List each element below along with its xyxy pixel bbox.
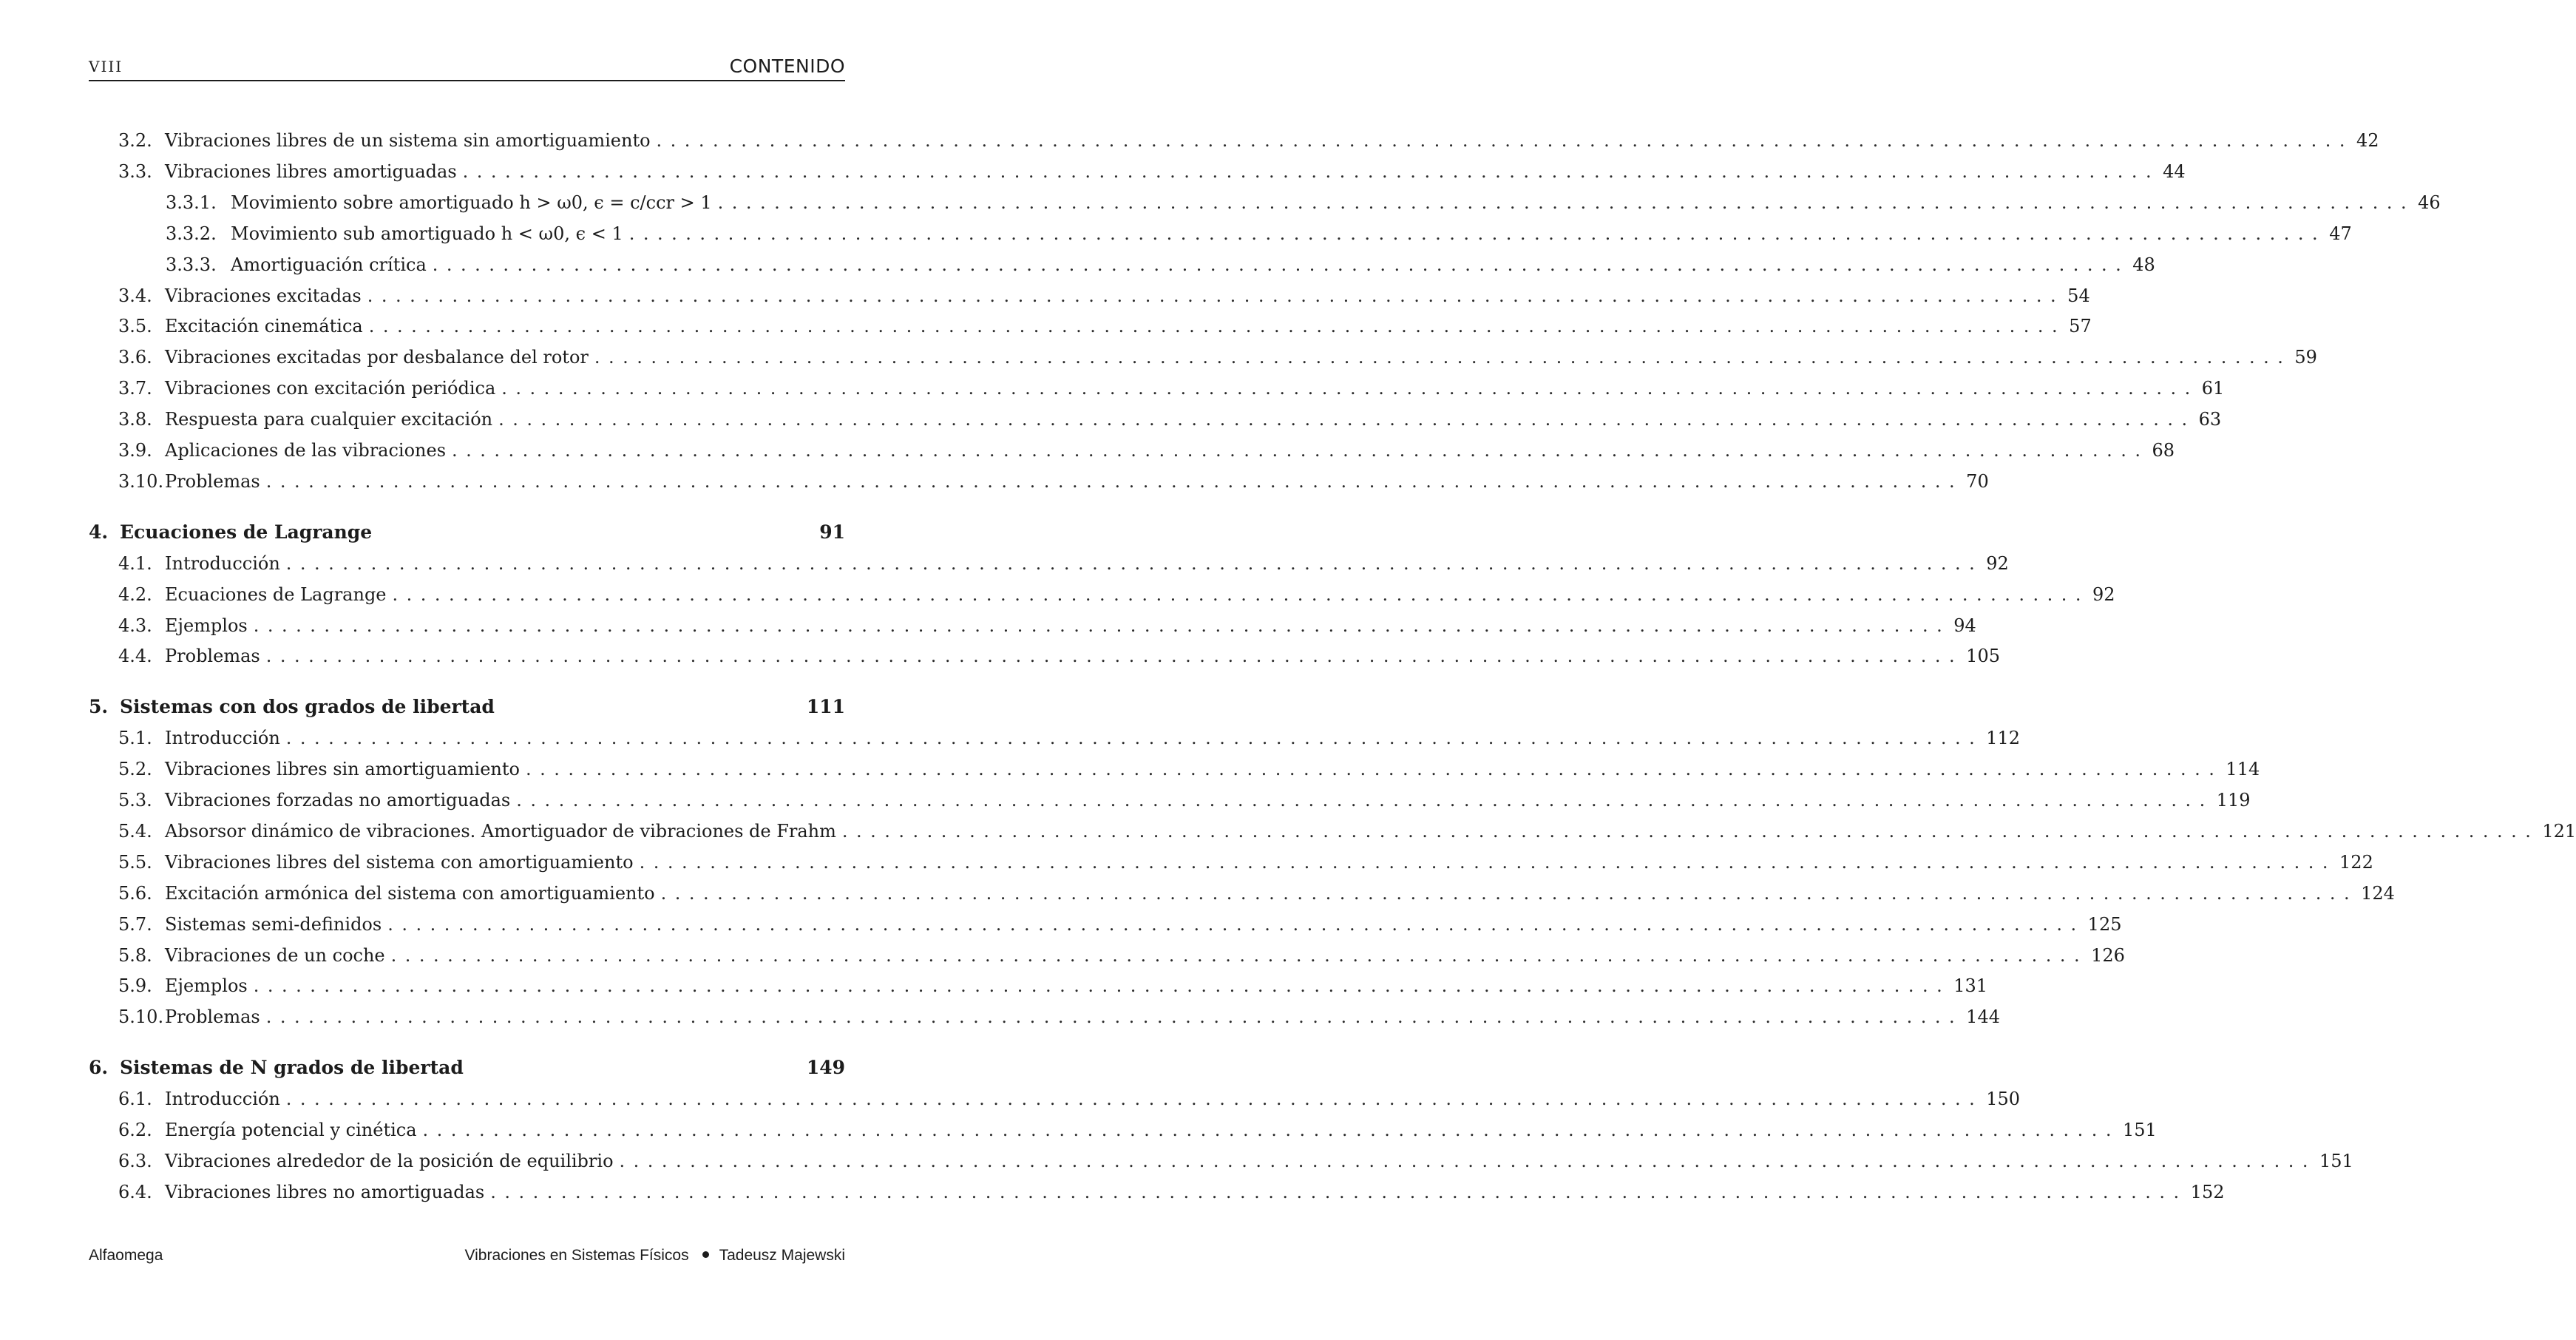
toc-entry[interactable] — [89, 215, 2352, 245]
toc-entry[interactable] — [89, 339, 2317, 368]
toc-entry-title: Excitación armónica del sistema con amortiguamiento — [165, 882, 655, 904]
toc-entry[interactable] — [89, 937, 2125, 967]
toc-page-number: 48 — [2132, 254, 2155, 275]
toc-entry-number: 6. — [89, 1057, 109, 1079]
dot-leader: ........................................................................................................................ — [253, 615, 1951, 636]
toc-entry-title: Aplicaciones de las vibraciones — [165, 440, 447, 461]
toc-entry-number: 3.3.1. — [166, 192, 217, 213]
toc-entry[interactable] — [89, 813, 2576, 842]
page-footer — [89, 1247, 845, 1269]
running-title: CONTENIDO — [729, 55, 845, 77]
toc-entry-title: Vibraciones excitadas por desbalance del rotor — [165, 347, 589, 368]
toc-entry[interactable] — [89, 308, 2092, 337]
toc-page-number: 70 — [1966, 470, 1989, 492]
dot-leader: ........................................................................................................................ — [432, 254, 2130, 275]
bullet-separator — [702, 1251, 709, 1258]
toc-entry[interactable] — [89, 545, 2009, 575]
toc-entry[interactable] — [89, 967, 1988, 997]
toc-entry-title: Ecuaciones de Lagrange — [120, 521, 373, 543]
toc-entry-number: 5.7. — [118, 913, 152, 935]
toc-entry-title: Problemas — [165, 1006, 260, 1028]
toc-entry-number: 5.3. — [118, 790, 152, 811]
toc-entry-number: 6.3. — [118, 1150, 152, 1171]
toc-page-number: 119 — [2216, 790, 2251, 811]
toc-entry-title: Vibraciones con excitación periódica — [165, 378, 496, 399]
page-number: VIII — [89, 58, 123, 75]
toc-entry[interactable] — [89, 432, 2175, 461]
toc-page-number: 126 — [2091, 944, 2125, 966]
dot-leader: ........................................................................................................................ — [392, 583, 2089, 605]
toc-page-number: 151 — [2319, 1150, 2353, 1171]
toc-entry-number: 6.1. — [118, 1089, 152, 1110]
toc-page-number: 61 — [2201, 378, 2225, 399]
toc-page-number: 114 — [2226, 759, 2260, 780]
toc-entry-number: 6.4. — [118, 1181, 152, 1202]
toc-entry-number: 5.5. — [118, 851, 152, 873]
toc-page-number: 152 — [2190, 1181, 2225, 1202]
toc-page-number: 112 — [1986, 728, 2021, 749]
toc-entry[interactable] — [89, 1111, 2157, 1141]
dot-leader: ........................................................................................................................ — [265, 1006, 1964, 1028]
toc-entry-number: 3.5. — [118, 316, 152, 337]
toc-entry-number: 4.2. — [118, 583, 152, 605]
toc-chapter[interactable] — [89, 688, 845, 718]
toc-entry-title: Sistemas con dos grados de libertad — [120, 696, 495, 718]
toc-entry-title: Vibraciones libres no amortiguadas — [165, 1181, 485, 1202]
toc-entry-number: 3.6. — [118, 347, 152, 368]
toc-entry-number: 5. — [89, 696, 109, 718]
toc-entry-number: 6.2. — [118, 1120, 152, 1140]
toc-entry-title: Introducción — [165, 1089, 280, 1110]
toc-page-number: 150 — [1986, 1089, 2021, 1110]
toc-entry[interactable] — [89, 720, 2021, 749]
dot-leader: ........................................................................................................................ — [265, 646, 1964, 667]
toc-entry-number: 5.4. — [118, 820, 152, 842]
toc-entry-title: Respuesta para cualquier excitación — [165, 409, 493, 430]
dot-leader: ........................................................................................................................ — [717, 192, 2416, 213]
toc-entry-number: 3.7. — [118, 378, 152, 399]
dot-leader: ........................................................................................................................ — [619, 1150, 2316, 1171]
toc-entry[interactable] — [89, 463, 1989, 493]
toc-entry-title: Vibraciones de un coche — [165, 944, 385, 966]
toc-entry[interactable] — [89, 1143, 2353, 1172]
toc-page-number: 59 — [2294, 347, 2317, 368]
toc-entry-title: Ecuaciones de Lagrange — [165, 583, 387, 605]
toc-page-number: 92 — [2092, 583, 2115, 605]
dot-leader: ........................................................................................................................ — [498, 409, 2196, 430]
toc-entry-number: 3.4. — [118, 285, 152, 306]
toc-entry[interactable] — [89, 1080, 2021, 1110]
toc-page-number: 92 — [1986, 552, 2009, 574]
toc-entry[interactable] — [89, 844, 2373, 873]
toc-entry-title: Vibraciones alrededor de la posición de equilibrio — [165, 1150, 614, 1171]
dot-leader: ........................................................................................................................ — [422, 1120, 2120, 1140]
publisher-name: Alfaomega — [89, 1247, 163, 1264]
dot-leader: ........................................................................................................................ — [594, 347, 2292, 368]
toc-entry-title: Vibraciones libres amortiguadas — [165, 160, 457, 182]
toc-entry-number: 4.1. — [118, 552, 152, 574]
toc-entry[interactable] — [89, 782, 2251, 811]
toc-entry-number: 5.10. — [118, 1006, 164, 1028]
dot-leader: ........................................................................................................................ — [367, 285, 2065, 306]
toc-page-number: 121 — [2542, 820, 2576, 842]
toc-entry[interactable] — [89, 153, 2186, 183]
toc-entry-title: Energía potencial y cinética — [165, 1120, 417, 1140]
toc-page-number: 111 — [806, 696, 845, 718]
toc-entry-number: 5.2. — [118, 759, 152, 780]
toc-entry[interactable] — [89, 576, 2115, 606]
toc-entry-number: 3.3. — [118, 160, 152, 182]
dot-leader: ........................................................................................................................ — [368, 316, 2067, 337]
dot-leader: ........................................................................................................................ — [253, 975, 1951, 997]
dot-leader: ........................................................................................................................ — [639, 851, 2337, 873]
toc-entry-title: Problemas — [165, 470, 260, 492]
toc-page-number: 151 — [2122, 1120, 2157, 1140]
dot-leader: ........................................................................................................................ — [628, 223, 2327, 244]
toc-entry-title: Sistemas de N grados de libertad — [120, 1057, 464, 1079]
toc-entry-number: 5.8. — [118, 944, 152, 966]
dot-leader: ........................................................................................................................ — [285, 728, 1984, 749]
author-name: Tadeusz Majewski — [719, 1247, 845, 1264]
toc-entry-title: Introducción — [165, 728, 280, 749]
toc-entry[interactable] — [89, 875, 2395, 904]
toc-chapter[interactable] — [89, 514, 845, 544]
dot-leader: ........................................................................................................................ — [501, 378, 2199, 399]
dot-leader: ........................................................................................................................ — [462, 160, 2160, 182]
toc-entry-title: Absorsor dinámico de vibraciones. Amortiguador de vibraciones de Frahm — [165, 820, 836, 842]
toc-entry[interactable] — [89, 122, 2379, 152]
book-title: Vibraciones en Sistemas Físicos — [464, 1247, 689, 1264]
toc-entry[interactable] — [89, 906, 2122, 935]
dot-leader: ........................................................................................................................ — [660, 882, 2359, 904]
toc-entry-number: 3.9. — [118, 440, 152, 461]
toc-entry-title: Vibraciones libres de un sistema sin amortiguamiento — [165, 130, 651, 151]
toc-page-number: 125 — [2087, 913, 2122, 935]
toc-entry-title: Movimiento sub amortiguado h < ω0, ϵ < 1 — [231, 223, 623, 244]
toc-entry-title: Ejemplos — [165, 615, 248, 636]
toc-entry-title: Problemas — [165, 646, 260, 667]
toc-entry-title: Vibraciones libres sin amortiguamiento — [165, 759, 520, 780]
toc-entry[interactable] — [89, 184, 2441, 214]
toc-entry[interactable] — [89, 246, 2155, 276]
toc-entry-title: Sistemas semi-definidos — [165, 913, 382, 935]
dot-leader: ........................................................................................................................ — [285, 552, 1984, 574]
toc-page-number: 63 — [2198, 409, 2222, 430]
toc-entry-title: Vibraciones excitadas — [165, 285, 362, 306]
toc-entry-title: Ejemplos — [165, 975, 248, 997]
toc-page-number: 68 — [2152, 440, 2175, 461]
toc-page-number: 44 — [2163, 160, 2186, 182]
toc-page-number: 144 — [1966, 1006, 2000, 1028]
toc-entry-number: 3.10. — [118, 470, 164, 492]
dot-leader: ........................................................................................................................ — [841, 820, 2540, 842]
toc-chapter[interactable] — [89, 1049, 845, 1079]
toc-page-number: 46 — [2418, 192, 2441, 213]
toc-entry-number: 5.1. — [118, 728, 152, 749]
dot-leader: ........................................................................................................................ — [452, 440, 2149, 461]
toc-entry[interactable] — [89, 637, 2000, 667]
toc-page-number: 131 — [1953, 975, 1988, 997]
footer-book-info — [465, 1247, 845, 1265]
toc-entry[interactable] — [89, 1174, 2225, 1203]
dot-leader: ........................................................................................................................ — [525, 759, 2223, 780]
toc-page-number: 105 — [1966, 646, 2000, 667]
dot-leader: ........................................................................................................................ — [387, 913, 2085, 935]
toc-entry-number: 3.3.3. — [166, 254, 217, 275]
toc-entry[interactable] — [89, 370, 2225, 399]
toc-page-number: 54 — [2067, 285, 2090, 306]
toc-entry-title: Vibraciones libres del sistema con amortiguamiento — [165, 851, 634, 873]
toc-entry-number: 3.8. — [118, 409, 152, 430]
dot-leader: ........................................................................................................................ — [490, 1181, 2188, 1202]
toc-entry-title: Movimiento sobre amortiguado h > ω0, ϵ = c/ccr > 1 — [231, 192, 712, 213]
dot-leader: ........................................................................................................................ — [390, 944, 2089, 966]
toc-entry-number: 5.9. — [118, 975, 152, 997]
toc-page-number: 42 — [2356, 130, 2379, 151]
dot-leader: ........................................................................................................................ — [656, 130, 2353, 151]
dot-leader: ........................................................................................................................ — [285, 1089, 1984, 1110]
toc-page-number: 149 — [806, 1057, 845, 1079]
toc-entry-title: Vibraciones forzadas no amortiguadas — [165, 790, 511, 811]
toc-page-number: 94 — [1953, 615, 1976, 636]
toc-entry-title: Introducción — [165, 552, 280, 574]
toc-page-number: 122 — [2339, 851, 2373, 873]
dot-leader: ........................................................................................................................ — [265, 470, 1964, 492]
toc-entry[interactable] — [89, 998, 2000, 1028]
toc-page-number: 57 — [2069, 316, 2092, 337]
toc-entry[interactable] — [89, 607, 1976, 637]
toc-page-number: 47 — [2329, 223, 2352, 244]
toc-entry-number: 3.3.2. — [166, 223, 217, 244]
toc-entry-number: 5.6. — [118, 882, 152, 904]
toc-page-number: 124 — [2361, 882, 2395, 904]
toc-entry-number: 4. — [89, 521, 109, 543]
dot-leader: ........................................................................................................................ — [516, 790, 2214, 811]
page-header — [89, 53, 845, 81]
toc-entry-number: 3.2. — [118, 130, 152, 151]
toc-entry-title: Excitación cinemática — [165, 316, 363, 337]
toc-page-number: 91 — [819, 521, 845, 543]
toc-entry-number: 4.4. — [118, 646, 152, 667]
toc-entry[interactable] — [89, 751, 2260, 780]
toc-entry-title: Amortiguación crítica — [231, 254, 427, 275]
toc-entry[interactable] — [89, 277, 2090, 307]
toc-entry[interactable] — [89, 401, 2222, 430]
toc-entry-number: 4.3. — [118, 615, 152, 636]
